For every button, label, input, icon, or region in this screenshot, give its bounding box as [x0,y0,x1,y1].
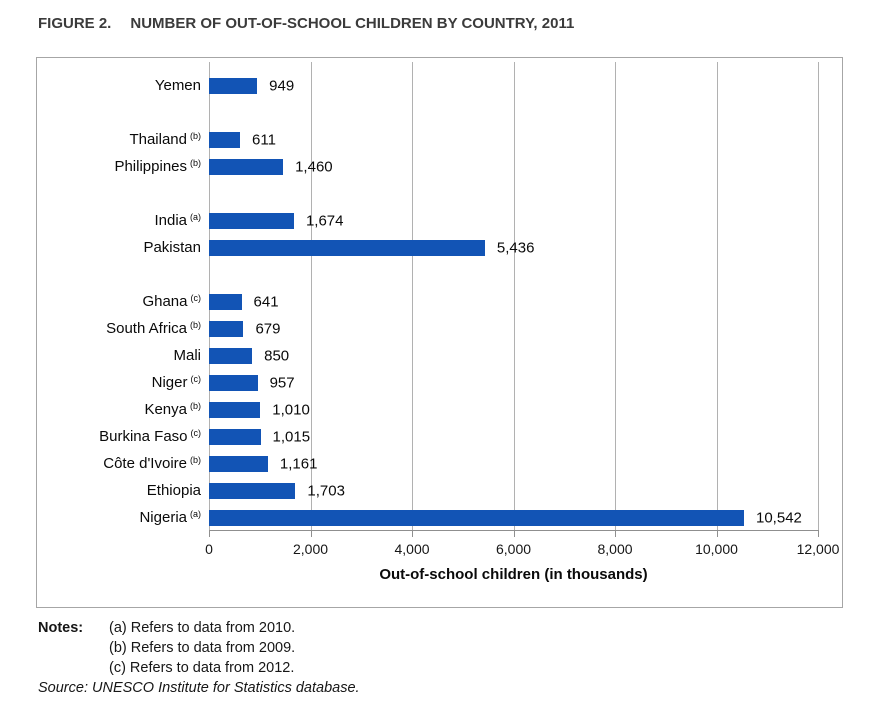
bar-value-label: 850 [264,347,290,364]
country-label: Burkina Faso $^{(c)}$ [99,428,201,445]
country-note-superscript: (b) [190,158,201,168]
bar-value-label: 1,674 [305,212,344,229]
x-tick-label: 10,000 [695,541,738,557]
bar-value-label: 1,460 [295,158,333,175]
country-note-superscript: (b) [190,401,201,411]
x-tick-mark [514,530,515,537]
x-tick-mark [615,530,616,537]
x-tick-mark [209,530,210,537]
figure-number-label: FIGURE 2. [38,15,112,32]
x-tick-label: 2,000 [292,541,329,557]
note-line: (a) Refers to data from 2010. [109,620,296,636]
bar-value-label: 1,703 [307,482,345,499]
x-axis-title: Out-of-school children (in thousands) [379,566,648,583]
country-note-superscript: (b) [190,131,201,141]
x-tick-mark [717,530,718,537]
x-tick-label: 8,000 [597,541,633,557]
bar-value-label: 5,436 [496,239,535,256]
bar-value-label: 1,161 [279,455,318,472]
country-label: India $^{(a)}$ [154,212,201,229]
bar-value-label: 957 [269,374,295,391]
x-axis-ticks-layer [37,58,842,607]
bar-value-label: 10,542 [756,509,802,526]
x-tick-label: 12,000 [796,541,840,557]
country-note-superscript: (a) [190,509,201,519]
bar-value-label: 949 [269,77,295,94]
country-note-superscript: (b) [190,455,201,465]
country-note-superscript: (c) [190,293,201,303]
country-label: Kenya $^{(b)}$ [144,401,201,418]
country-label: Niger $^{(c)}$ [151,374,201,391]
country-label: Mali [173,347,201,364]
bar-value-label: 1,015 [272,428,311,445]
country-label: Ghana $^{(c)}$ [142,293,201,310]
country-label: Yemen [154,77,201,94]
country-label: South Africa $^{(b)}$ [106,320,201,337]
country-label: Ethiopia [146,482,201,499]
x-tick-mark [311,530,312,537]
bar-value-label: 679 [255,320,281,337]
figure-title-text: NUMBER OF OUT-OF-SCHOOL CHILDREN BY COUNTRY, 2011 [130,15,575,32]
notes-list [109,618,295,678]
note-line: (b) Refers to data from 2009. [109,640,296,656]
x-axis-line [209,530,819,531]
x-tick-label: 4,000 [394,541,430,557]
source-line: Source: UNESCO Institute for Statistics database. [38,680,360,696]
country-label: Nigeria $^{(a)}$ [139,509,201,526]
country-label: Pakistan [143,239,201,256]
note-line: (c) Refers to data from 2012. [109,660,295,676]
country-note-superscript: (a) [190,212,201,222]
country-label: Thailand $^{(b)}$ [129,131,201,148]
chart-frame [36,57,843,608]
country-note-superscript: (c) [190,374,201,384]
country-note-superscript: (b) [190,320,201,330]
country-label: Philippines $^{(b)}$ [114,158,201,175]
x-tick-label: 6,000 [495,541,532,557]
x-tick-mark [818,530,819,537]
bar-value-label: 641 [253,293,279,310]
country-label: Côte d'Ivoire $^{(b)}$ [103,455,201,472]
x-tick-label: 0 [205,541,213,557]
country-note-superscript: (c) [190,428,201,438]
figure-title [38,15,574,32]
bar-value-label: 1,010 [272,401,310,418]
notes-heading: Notes: [38,620,84,636]
notes-block [38,618,360,698]
bar-value-label: 611 [252,131,276,148]
x-tick-mark [412,530,413,537]
